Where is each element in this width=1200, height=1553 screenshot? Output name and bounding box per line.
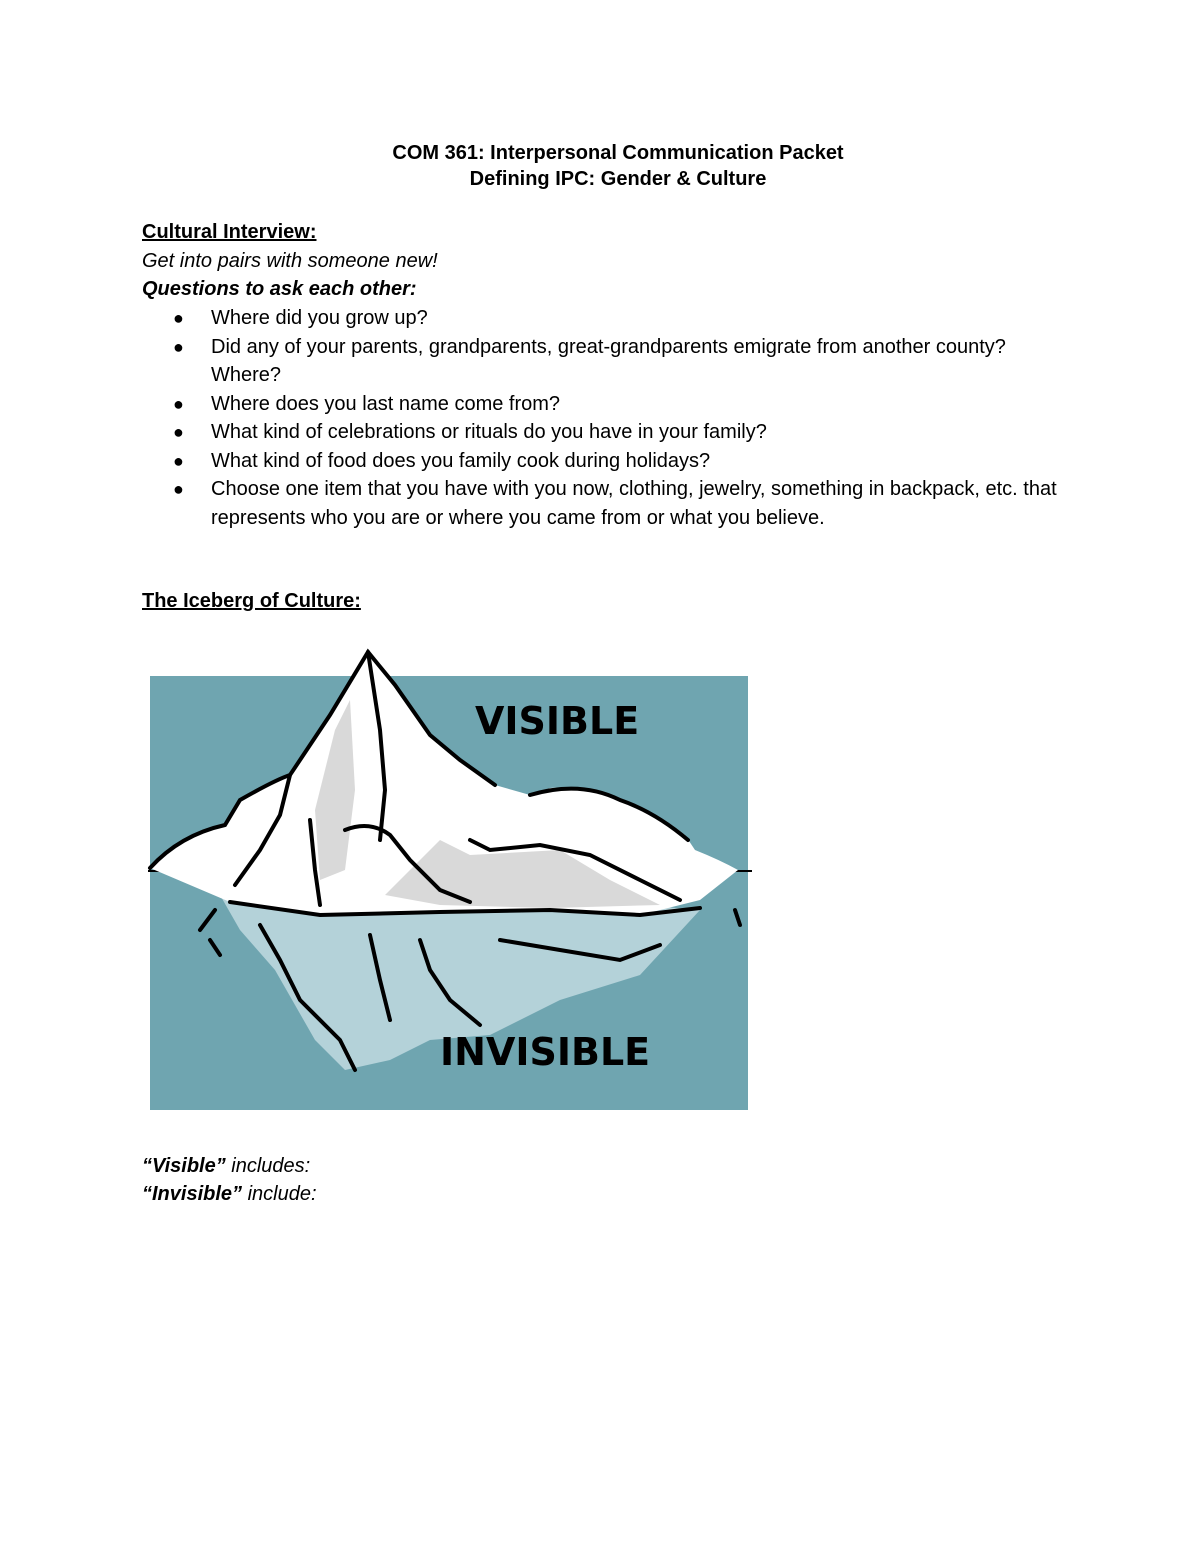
- invisible-label: INVISIBLE: [440, 1030, 651, 1074]
- question-text: What kind of celebrations or rituals do you have in your family?: [211, 421, 767, 443]
- visible-term: “Visible”: [142, 1155, 226, 1177]
- list-item: [142, 304, 1062, 333]
- invisible-note: [142, 1183, 317, 1206]
- bullet-icon: ●: [173, 422, 184, 442]
- document-subtitle: Defining IPC: Gender & Culture: [469, 168, 767, 190]
- question-text: Where does you last name come from?: [211, 392, 561, 415]
- question-text: What kind of food does you family cook during holidays?: [211, 449, 711, 472]
- question-text: Choose one item that you have with you now, clothing, jewelry, something in backpack, etc. that represents who you are or where you came from or what you believe.: [211, 478, 1057, 529]
- invisible-rest: include:: [242, 1183, 317, 1205]
- iceberg-heading: The Iceberg of Culture:: [142, 590, 361, 612]
- cultural-interview-heading: Cultural Interview:: [142, 221, 317, 243]
- list-item: [142, 475, 1062, 532]
- list-item: [142, 418, 1062, 447]
- list-item: [142, 333, 1062, 390]
- question-text: Did any of your parents, grandparents, great-grandparents emigrate from another county? Where?: [211, 335, 1006, 386]
- visible-note: [142, 1155, 310, 1178]
- visible-rest: includes:: [225, 1155, 311, 1177]
- document-title: COM 361: Interpersonal Communication Packet: [392, 142, 844, 164]
- iceberg-illustration: [140, 640, 760, 1120]
- bullet-icon: ●: [173, 450, 184, 471]
- list-item: [142, 390, 1062, 419]
- bullet-icon: ●: [173, 308, 184, 328]
- bullet-icon: ●: [173, 393, 184, 414]
- question-list: [142, 304, 1062, 532]
- bullet-icon: ●: [173, 479, 184, 499]
- bullet-icon: ●: [173, 336, 184, 357]
- pairs-instruction: Get into pairs with someone new!: [142, 250, 438, 272]
- question-text: Where did you grow up?: [211, 307, 428, 329]
- visible-label: VISIBLE: [475, 699, 640, 743]
- questions-heading: Questions to ask each other:: [142, 278, 417, 300]
- invisible-term: “Invisible”: [142, 1183, 243, 1205]
- list-item: [142, 447, 1062, 476]
